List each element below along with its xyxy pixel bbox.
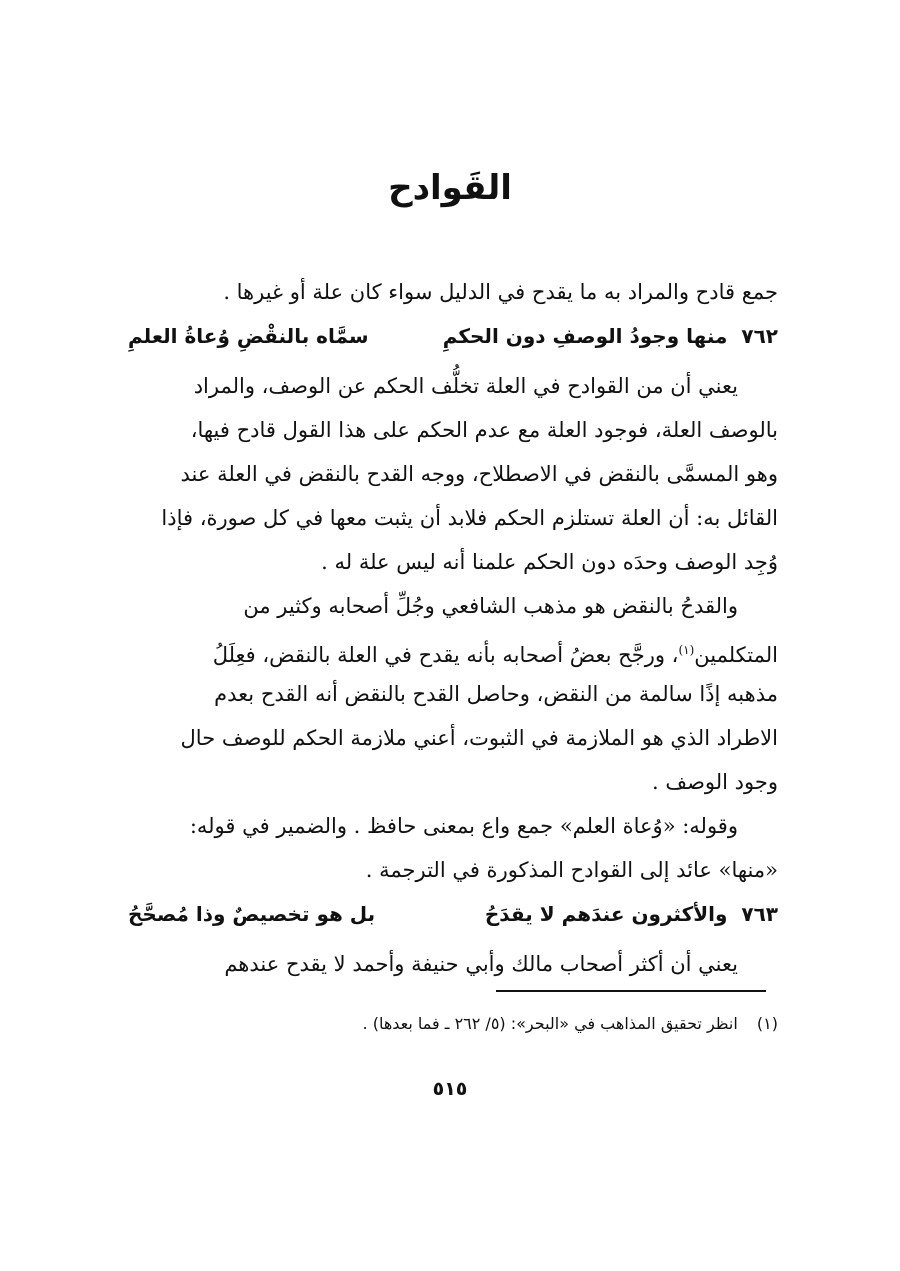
line-text: ، ورجَّح بعضُ أصحابه بأنه يقدح في العلة بالنقض، فعِلَلُ xyxy=(212,643,679,667)
paragraph-line: مذهبه إذًا سالمة من النقض، وحاصل القدح بالنقض أنه القدح بعدم xyxy=(214,682,778,706)
verse-hemistich-1: منها وجودُ الوصفِ دون الحكمِ xyxy=(442,324,728,348)
footnote xyxy=(128,1014,778,1033)
paragraph-line: وقوله: «وُعاة العلم» جمع واع بمعنى حافظ . والضمير في قوله: xyxy=(189,814,738,838)
page-number: ٥١٥ xyxy=(432,1078,468,1100)
verse-hemistich-2: سمَّاه بالنقْضِ وُعاةُ العلمِ xyxy=(128,324,369,348)
paragraph-line: وهو المسمَّى بالنقض في الاصطلاح، ووجه القدح بالنقض في العلة عند xyxy=(180,462,778,486)
footnote-reference[interactable]: (١) xyxy=(678,643,695,657)
verse-number: ٧٦٢ xyxy=(741,324,778,348)
verse-762 xyxy=(128,314,778,358)
paragraph-line xyxy=(128,628,778,672)
line-text: المتكلمين xyxy=(694,643,778,667)
verse-number: ٧٦٣ xyxy=(741,902,778,926)
paragraph-line: «منها» عائد إلى القوادح المذكورة في الترجمة . xyxy=(365,858,778,882)
paragraph-line: القائل به: أن العلة تستلزم الحكم فلابد أن يثبت معها في كل صورة، فإذا xyxy=(161,506,778,530)
footnote-text: انظر تحقيق المذاهب في «البحر»: (٥/ ٢٦٢ ـ فما بعدها) . xyxy=(362,1014,738,1033)
paragraph-line: يعني أن أكثر أصحاب مالك وأبي حنيفة وأحمد لا يقدح عندهم xyxy=(224,952,738,976)
paragraph-line: بالوصف العلة، فوجود العلة مع عدم الحكم على هذا القول قادح فيها، xyxy=(190,418,778,442)
footnote-number: (١) xyxy=(756,1014,778,1033)
paragraph-line: الاطراد الذي هو الملازمة في الثبوت، أعني ملازمة الحكم للوصف حال xyxy=(180,726,778,750)
verse-763 xyxy=(128,892,778,936)
footnote-divider xyxy=(496,990,766,992)
verse-hemistich-1: والأكثرون عندَهم لا يقدَحُ xyxy=(484,902,728,926)
verse-hemistich-2: بل هو تخصيصٌ وذا مُصحَّحُ xyxy=(128,902,376,926)
main-text xyxy=(128,270,778,986)
paragraph-line: وجود الوصف . xyxy=(652,770,778,794)
paragraph-line: وُجِد الوصف وحدَه دون الحكم علمنا أنه ليس علة له . xyxy=(321,550,778,574)
chapter-title: القَوادح xyxy=(388,168,512,208)
paragraph-line: والقدحُ بالنقض هو مذهب الشافعي وجُلِّ أصحابه وكثير من xyxy=(243,594,738,618)
paragraph-line: يعني أن من القوادح في العلة تخلُّف الحكم عن الوصف، والمراد xyxy=(193,374,738,398)
intro-line: جمع قادح والمراد به ما يقدح في الدليل سواء كان علة أو غيرها . xyxy=(223,280,778,304)
